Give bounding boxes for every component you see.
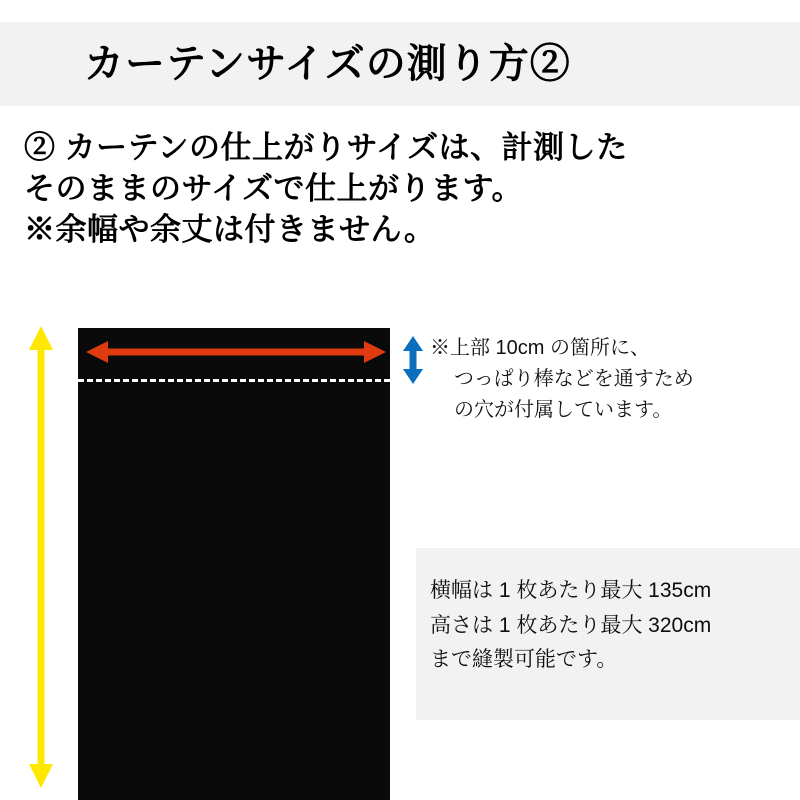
height-arrow-icon <box>28 326 54 788</box>
curtain-panel <box>78 328 390 800</box>
top-hem-note-line-2: つっぱり棒などを通すため <box>454 368 694 391</box>
page-title: カーテンサイズの測り方② <box>84 42 571 86</box>
top-hem-note-line-3: の穴が付属しています。 <box>454 399 673 422</box>
body-line-2: そのままのサイズで仕上がります。 <box>24 170 524 206</box>
body-line-1: ② カーテンの仕上がりサイズは、計測した <box>24 130 628 165</box>
top-hem-note <box>430 333 790 427</box>
size-limit-line-3: まで縫製可能です。 <box>430 648 618 672</box>
size-limit-line-2: 高さは 1 枚あたり最大 320cm <box>430 613 712 637</box>
size-limit-info-box <box>416 548 800 720</box>
body-line-3: ※余幅や余丈は付きません。 <box>24 211 436 247</box>
header-band <box>0 22 800 106</box>
width-arrow-icon <box>86 341 386 363</box>
curtain-top-dashed-divider <box>78 379 390 382</box>
size-limit-line-1: 横幅は 1 枚あたり最大 135cm <box>430 579 712 602</box>
body-copy <box>24 128 784 251</box>
top-hem-arrow-icon <box>402 336 424 384</box>
top-hem-note-line-1: ※上部 10cm の箇所に、 <box>430 337 651 359</box>
